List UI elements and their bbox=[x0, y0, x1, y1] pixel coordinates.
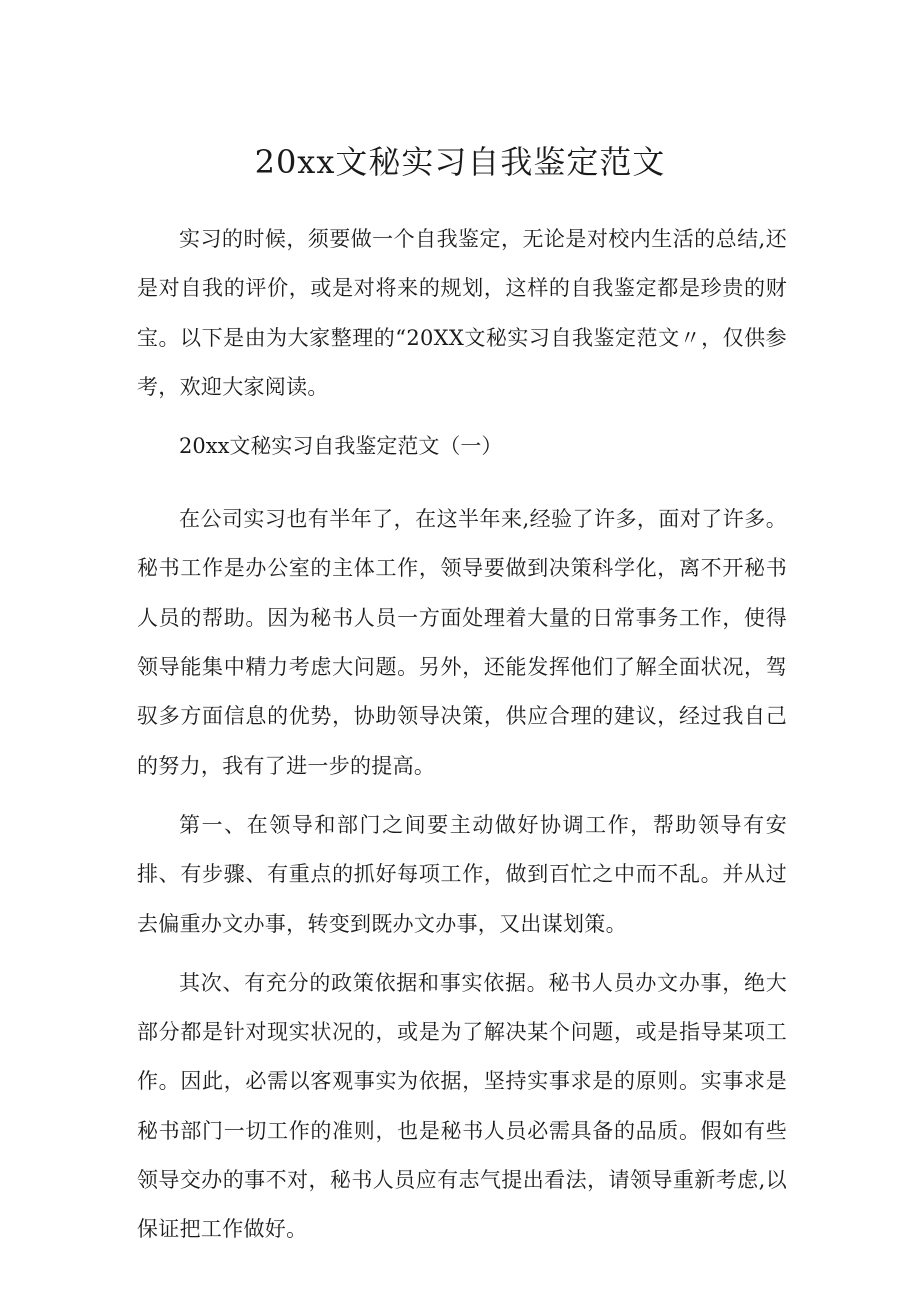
body-paragraph-1: 在公司实习也有半年了，在这半年来,经验了许多，面对了许多。秘书工作是办公室的主体工作，领导要做到决策科学化，离不开秘书人员的帮助。因为秘书人员一方面处理着大量的日常事务工作，使得领导能集中精力考虑大问题。另外，还能发挥他们了解全面状况，驾驭多方面信息的优势，协助领导决策，供应合理的建议，经过我自己的努力，我有了进一步的提高。 bbox=[137, 507, 787, 778]
document-title: 20xx文秘实习自我鉴定范文 bbox=[254, 143, 666, 181]
document-body bbox=[137, 215, 787, 1255]
section-heading: 20xx文秘实习自我鉴定范文（一） bbox=[179, 434, 503, 459]
body-paragraph-2: 第一、在领导和部门之间要主动做好协调工作，帮助领导有安排、有步骤、有重点的抓好每项工作，做到百忙之中而不乱。并从过去偏重办文办事，转变到既办文办事，又出谋划策。 bbox=[137, 812, 787, 936]
intro-paragraph: 实习的时候，须要做一个自我鉴定，无论是对校内生活的总结,还是对自我的评价，或是对将来的规划，这样的自我鉴定都是珍贵的财宝。以下是由为大家整理的“20XX文秘实习自我鉴定范文〃，仅供参考，欢迎大家阅读。 bbox=[137, 227, 787, 399]
body-paragraph-3: 其次、有充分的政策依据和事实依据。秘书人员办文办事，绝大部分都是针对现实状况的，或是为了解决某个问题，或是指导某项工作。因此，必需以客观事实为依据，坚持实事求是的原则。实事求是秘书部门一切工作的准则，也是秘书人员必需具备的品质。假如有些领导交办的事不对，秘书人员应有志气提出看法，请领导重新考虑,以保证把工作做好。 bbox=[137, 970, 787, 1242]
